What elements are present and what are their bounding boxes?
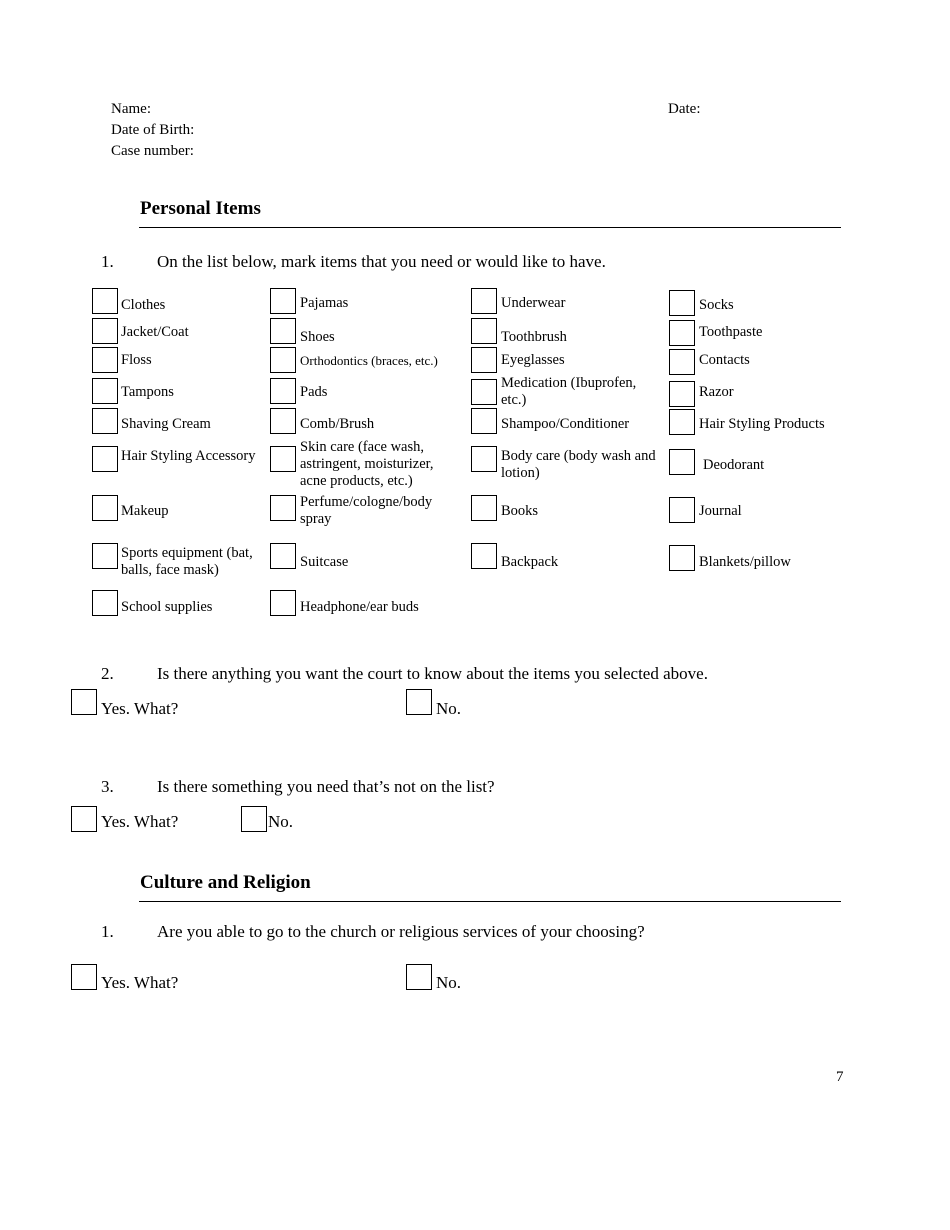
item-label: Makeup (121, 503, 169, 519)
question-text: Are you able to go to the church or religious services of your choosing? (157, 922, 645, 941)
checkbox-toothpaste[interactable] (669, 320, 695, 346)
question-text: Is there anything you want the court to know about the items you selected above. (157, 664, 708, 683)
item-label: Shampoo/Conditioner (501, 416, 630, 432)
checkbox-perfume[interactable] (270, 495, 296, 521)
checkbox-pajamas[interactable] (270, 288, 296, 314)
item-label: Socks (699, 297, 734, 313)
item-label: Books (501, 503, 539, 519)
item-label: Skin care (face wash, astringent, moisturizer, acne products, etc.) (300, 439, 434, 489)
section-rule (139, 901, 841, 902)
dob-label: Date of Birth: (111, 122, 195, 138)
q3-yes-label: Yes. What? (101, 812, 179, 831)
question-number: 1. (101, 922, 114, 941)
item-label: Floss (121, 352, 152, 368)
checkbox-blankets-pillow[interactable] (669, 545, 695, 571)
checkbox-q3-no[interactable] (241, 806, 267, 832)
item-label: Eyeglasses (501, 352, 565, 368)
item-label: Suitcase (300, 554, 349, 570)
item-label: Pads (300, 384, 328, 400)
checkbox-eyeglasses[interactable] (471, 347, 497, 373)
q3-no-label: No. (268, 812, 294, 831)
checkbox-orthodontics[interactable] (270, 347, 296, 373)
item-label: Medication (Ibuprofen, etc.) (501, 375, 637, 408)
item-label: Shaving Cream (121, 416, 211, 432)
item-label: Comb/Brush (300, 416, 375, 432)
checkbox-religion-no[interactable] (406, 964, 432, 990)
checkbox-pads[interactable] (270, 378, 296, 404)
checkbox-contacts[interactable] (669, 349, 695, 375)
item-label: Hair Styling Accessory (121, 448, 256, 464)
q2-yes-label: Yes. What? (101, 699, 179, 718)
section-rule (139, 227, 841, 228)
question-text: On the list below, mark items that you need or would like to have. (157, 252, 606, 271)
checkbox-sports-equipment[interactable] (92, 543, 118, 569)
item-label: Toothbrush (501, 329, 567, 345)
item-label: Headphone/ear buds (300, 599, 419, 615)
page-number: 7 (836, 1069, 844, 1085)
question-number: 1. (101, 252, 114, 271)
item-label: School supplies (121, 599, 213, 615)
checkbox-hair-styling-products[interactable] (669, 409, 695, 435)
item-label: Journal (699, 503, 742, 519)
item-label: Orthodontics (braces, etc.) (300, 353, 438, 368)
checkbox-jacket-coat[interactable] (92, 318, 118, 344)
checkbox-books[interactable] (471, 495, 497, 521)
checkbox-q2-yes[interactable] (71, 689, 97, 715)
item-label: Jacket/Coat (121, 324, 189, 340)
checkbox-floss[interactable] (92, 347, 118, 373)
item-label: Clothes (121, 297, 166, 313)
item-label: Perfume/cologne/body spray (300, 494, 433, 527)
date-label: Date: (668, 101, 701, 117)
section-title-personal-items: Personal Items (140, 198, 261, 219)
item-label: Body care (body wash and lotion) (501, 448, 656, 481)
checkbox-school-supplies[interactable] (92, 590, 118, 616)
checkbox-toothbrush[interactable] (471, 318, 497, 344)
section-title-culture-religion: Culture and Religion (140, 872, 311, 893)
checkbox-body-care[interactable] (471, 446, 497, 472)
q2-no-label: No. (436, 699, 462, 718)
checkbox-comb-brush[interactable] (270, 408, 296, 434)
checkbox-tampons[interactable] (92, 378, 118, 404)
checkbox-razor[interactable] (669, 381, 695, 407)
case-number-label: Case number: (111, 143, 194, 159)
item-label: Shoes (300, 329, 335, 345)
item-label: Deodorant (703, 457, 765, 473)
checkbox-hair-styling-accessory[interactable] (92, 446, 118, 472)
item-label: Blankets/pillow (699, 554, 791, 570)
checkbox-journal[interactable] (669, 497, 695, 523)
item-label: Tampons (121, 384, 174, 400)
checkbox-headphone-ear-buds[interactable] (270, 590, 296, 616)
item-label: Pajamas (300, 295, 349, 311)
religion-no-label: No. (436, 973, 462, 992)
checkbox-skin-care[interactable] (270, 446, 296, 472)
checkbox-shaving-cream[interactable] (92, 408, 118, 434)
item-label: Hair Styling Products (699, 416, 825, 432)
checkbox-suitcase[interactable] (270, 543, 296, 569)
name-label: Name: (111, 101, 151, 117)
checkbox-backpack[interactable] (471, 543, 497, 569)
religion-yes-label: Yes. What? (101, 973, 179, 992)
checkbox-q2-no[interactable] (406, 689, 432, 715)
question-number: 3. (101, 777, 114, 796)
item-label: Toothpaste (699, 324, 763, 340)
item-label: Backpack (501, 554, 559, 570)
item-label: Underwear (501, 295, 566, 311)
checkbox-medication[interactable] (471, 379, 497, 405)
item-label: Razor (699, 384, 734, 400)
checkbox-makeup[interactable] (92, 495, 118, 521)
checkbox-q3-yes[interactable] (71, 806, 97, 832)
question-number: 2. (101, 664, 114, 683)
checkbox-clothes[interactable] (92, 288, 118, 314)
item-label: Sports equipment (bat, balls, face mask) (121, 545, 253, 578)
checkbox-socks[interactable] (669, 290, 695, 316)
checkbox-deodorant[interactable] (669, 449, 695, 475)
question-text: Is there something you need that’s not on the list? (157, 777, 495, 796)
checkbox-shampoo-conditioner[interactable] (471, 408, 497, 434)
item-label: Contacts (699, 352, 750, 368)
checkbox-religion-yes[interactable] (71, 964, 97, 990)
checkbox-shoes[interactable] (270, 318, 296, 344)
checkbox-underwear[interactable] (471, 288, 497, 314)
